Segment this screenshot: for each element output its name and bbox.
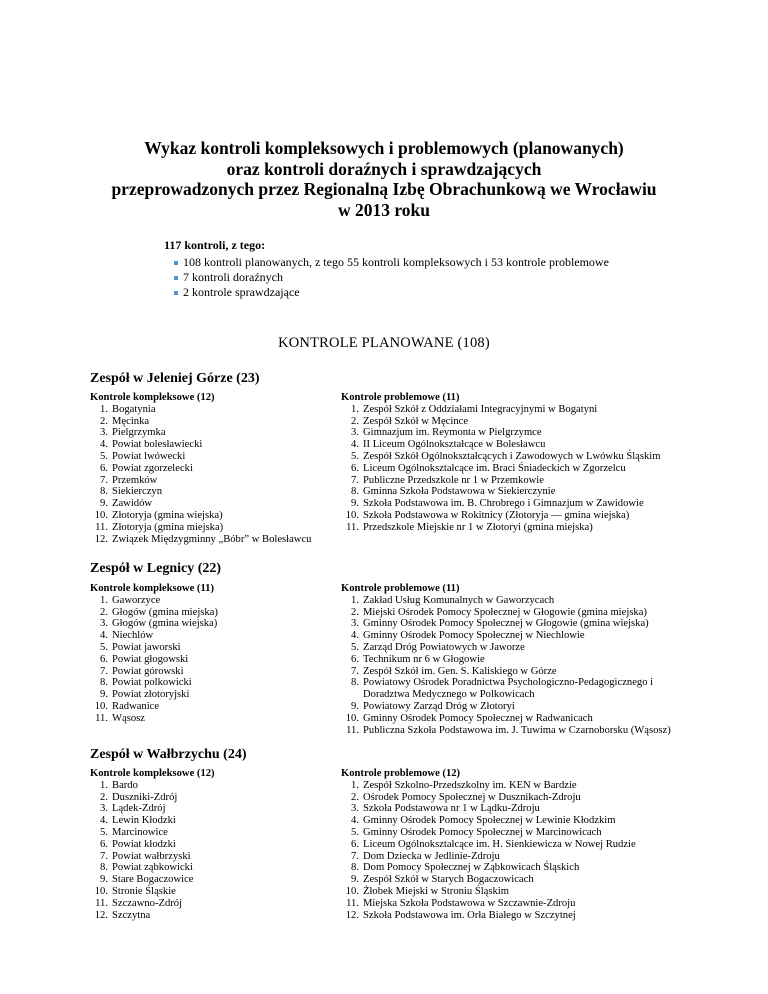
list-item (90, 475, 311, 487)
list-item-text: Szkoła Podstawowa w Rokitnicy (Złotoryja — gmina wiejska) (363, 509, 630, 521)
list-item-text: Szkoła Podstawowa im. B. Chrobrego i Gimnazjum w Zawidowie (363, 498, 644, 510)
list-item (341, 475, 660, 487)
list-item-number: 6. (100, 653, 108, 665)
list-heading: Kontrole problemowe (11) (341, 392, 460, 403)
summary-item: 2 kontrole sprawdzające (174, 285, 609, 300)
problem-list (341, 392, 660, 534)
list-item-number: 9. (100, 498, 108, 510)
list-item-number: 8. (100, 862, 108, 874)
list-item-number: 3. (100, 803, 108, 815)
list-item-number: 5. (100, 450, 108, 462)
list-item-text: Lewin Kłodzki (112, 815, 176, 827)
list-item (341, 607, 671, 619)
list-item-text: Bogatynia (112, 403, 156, 415)
list-item-text: Liceum Ogólnokształcące im. H. Sienkiewicza w Nowej Rudzie (363, 838, 636, 850)
list-item-text: Głogów (gmina miejska) (112, 606, 218, 618)
list-item (90, 416, 311, 428)
list-item-number: 3. (351, 803, 359, 815)
list-item-number: 7. (100, 665, 108, 677)
list-item (90, 792, 215, 804)
list-item (341, 666, 671, 678)
list-item (341, 510, 660, 522)
list-item-number: 9. (351, 700, 359, 712)
list-item-text: Głogów (gmina wiejska) (112, 618, 218, 630)
list-item-number: 5. (351, 826, 359, 838)
list-item-text: Szkoła Podstawowa im. Orła Białego w Szczytnej (363, 909, 576, 921)
list-heading: Kontrole kompleksowe (12) (90, 392, 215, 403)
complex-list (90, 392, 311, 545)
list-item-number: 6. (100, 462, 108, 474)
list-item-text: Stronie Śląskie (112, 885, 176, 897)
list-item-number: 6. (351, 653, 359, 665)
list-item-text: Gminny Ośrodek Pomocy Społecznej w Marcinowicach (363, 826, 602, 838)
list-item (90, 666, 218, 678)
list-item (90, 463, 311, 475)
list-item (90, 839, 215, 851)
list-item-text: Powiat ząbkowicki (112, 862, 193, 874)
list-item (341, 439, 660, 451)
list-item-number: 11. (95, 521, 108, 533)
list-item-number: 10. (345, 509, 359, 521)
list-item-number: 10. (94, 885, 108, 897)
list-item (341, 416, 660, 428)
list-item (341, 642, 671, 654)
list-item (90, 618, 218, 630)
list-item-number: 3. (351, 427, 359, 439)
summary-item: 108 kontroli planowanych, z tego 55 kontroli kompleksowych i 53 kontrole problemowe (174, 255, 609, 270)
list-item-number: 9. (100, 874, 108, 886)
list-item-text: Gminny Ośrodek Pomocy Społecznej w Lewinie Kłodzkim (363, 815, 616, 827)
list-item (90, 713, 218, 725)
list-item-text: Technikum nr 6 w Głogowie (363, 653, 485, 665)
list-item-text: Ośrodek Pomocy Społecznej w Dusznikach-Zdroju (363, 791, 581, 803)
list-item (341, 851, 636, 863)
list-item (90, 534, 311, 546)
complex-list (90, 768, 215, 921)
list-item-text: Zespół Szkół z Oddziałami Integracyjnymi w Bogatyni (363, 403, 598, 415)
list-item (90, 510, 311, 522)
problem-list (341, 768, 636, 921)
complex-list (90, 583, 218, 725)
list-items (90, 404, 311, 546)
list-item-number: 2. (100, 606, 108, 618)
list-item-number: 12. (345, 909, 359, 921)
list-item (341, 618, 671, 630)
list-item-text: Publiczne Przedszkole nr 1 w Przemkowie (363, 474, 544, 486)
list-item (341, 874, 636, 886)
list-item-number: 7. (351, 474, 359, 486)
list-items (341, 780, 636, 922)
list-item-number: 4. (351, 815, 359, 827)
list-item (341, 486, 660, 498)
list-item-number: 2. (100, 791, 108, 803)
list-heading: Kontrole kompleksowe (11) (90, 583, 214, 594)
list-item-number: 12. (94, 533, 108, 545)
list-item-text: Zarząd Dróg Powiatowych w Jaworze (363, 641, 525, 653)
list-item (341, 654, 671, 666)
list-item-number: 3. (100, 427, 108, 439)
list-item-text: Bardo (112, 779, 138, 791)
list-item-number: 10. (345, 885, 359, 897)
list-item (90, 815, 215, 827)
list-item-number: 8. (351, 486, 359, 498)
list-item-number: 8. (100, 677, 108, 689)
list-item-text: Powiat górowski (112, 665, 184, 677)
list-item (341, 862, 636, 874)
list-item-text: Powiat wałbrzyski (112, 850, 191, 862)
list-item-text: Zakład Usług Komunalnych w Gaworzycach (363, 594, 555, 606)
list-item-text: Szkoła Podstawowa nr 1 w Lądku-Zdroju (363, 803, 540, 815)
list-item-number: 4. (100, 815, 108, 827)
list-item-number: 1. (100, 594, 108, 606)
list-item-number: 11. (95, 897, 108, 909)
list-item-text: Zespół Szkolno-Przedszkolny im. KEN w Bardzie (363, 779, 577, 791)
list-item (341, 780, 636, 792)
list-item-text: Przemków (112, 474, 158, 486)
list-item-text: Wąsosz (112, 712, 145, 724)
problem-list (341, 583, 671, 736)
list-item (90, 404, 311, 416)
list-item-text: Zawidów (112, 498, 153, 510)
list-item (90, 910, 215, 922)
list-item (341, 451, 660, 463)
list-item-text: Siekierczyn (112, 486, 163, 498)
list-item (341, 595, 671, 607)
list-item-text: Złotoryja (gmina wiejska) (112, 509, 223, 521)
list-item (341, 630, 671, 642)
list-item-text: Dom Pomocy Społecznej w Ząbkowicach Śląskich (363, 862, 580, 874)
list-item-number: 2. (351, 791, 359, 803)
list-item-text: Gminny Ośrodek Pomocy Społecznej w Radwanicach (363, 712, 593, 724)
list-item-number: 10. (94, 700, 108, 712)
list-item (90, 522, 311, 534)
list-item-text: Publiczna Szkoła Podstawowa im. J. Tuwima w Czarnoborsku (Wąsosz) (363, 724, 671, 736)
list-item-text: Dom Dziecka w Jedlinie-Zdroju (363, 850, 500, 862)
list-item (90, 827, 215, 839)
list-item-text: Lądek-Zdrój (112, 803, 166, 815)
list-item-text: Powiatowy Ośrodek Poradnictwa Psychologiczno-Pedagogicznego i Doradztwa Medycznego w Polkowicach (363, 677, 654, 701)
list-item-text: Gminna Szkoła Podstawowa w Siekierczynie (363, 486, 556, 498)
list-item (90, 439, 311, 451)
bullet-icon (174, 276, 178, 280)
list-item-number: 5. (351, 641, 359, 653)
list-item-number: 2. (351, 606, 359, 618)
list-items (341, 595, 671, 737)
list-item-number: 6. (351, 838, 359, 850)
team-heading: Zespół w Wałbrzychu (24) (90, 747, 247, 762)
list-item-text: Powiatowy Zarząd Dróg w Złotoryi (363, 700, 515, 712)
list-item (341, 792, 636, 804)
list-item-text: Pielgrzymka (112, 427, 166, 439)
list-item (90, 862, 215, 874)
list-item-number: 7. (351, 665, 359, 677)
title-line: oraz kontroli doraźnych i sprawdzających (226, 158, 542, 179)
list-item-number: 2. (100, 415, 108, 427)
list-item-number: 5. (100, 641, 108, 653)
list-item-text: Szczytna (112, 909, 151, 921)
list-item (90, 642, 218, 654)
list-item-text: Przedszkole Miejskie nr 1 w Złotoryi (gmina miejska) (363, 521, 593, 533)
list-item-text: Powiat polkowicki (112, 677, 192, 689)
list-item (341, 827, 636, 839)
list-heading: Kontrole problemowe (12) (341, 768, 461, 779)
list-item-text: Żłobek Miejski w Stroniu Śląskim (363, 885, 509, 897)
list-item-number: 1. (351, 779, 359, 791)
list-item (341, 463, 660, 475)
summary-item: 7 kontroli doraźnych (174, 270, 609, 285)
list-item-text: Męcinka (112, 415, 150, 427)
list-item-number: 7. (351, 850, 359, 862)
list-item-number: 11. (346, 897, 359, 909)
list-item (90, 607, 218, 619)
list-item-number: 8. (351, 862, 359, 874)
list-item-number: 7. (100, 850, 108, 862)
list-item-number: 4. (100, 630, 108, 642)
list-item (341, 839, 636, 851)
title-line: przeprowadzonych przez Regionalną Izbę Obrachunkową we Wrocławiu (111, 179, 657, 199)
list-item (90, 803, 215, 815)
list-item (90, 851, 215, 863)
list-item-number: 5. (351, 450, 359, 462)
list-item-number: 1. (100, 403, 108, 415)
list-item-text: Niechlów (112, 630, 154, 642)
team-heading: Zespół w Legnicy (22) (90, 561, 222, 576)
list-heading: Kontrole kompleksowe (12) (90, 768, 215, 779)
list-item-number: 9. (100, 689, 108, 701)
list-item (341, 677, 671, 701)
list-item (90, 874, 215, 886)
list-items (90, 595, 218, 725)
list-item-number: 4. (351, 439, 359, 451)
list-items (341, 404, 660, 534)
list-item-number: 9. (351, 498, 359, 510)
list-item (341, 427, 660, 439)
list-item-number: 11. (95, 712, 108, 724)
list-item-text: Powiat głogowski (112, 653, 189, 665)
list-item-number: 3. (351, 618, 359, 630)
document-title (0, 138, 768, 220)
section-title: KONTROLE PLANOWANE (108) (278, 335, 490, 351)
list-item-number: 10. (345, 712, 359, 724)
list-item-text: Radwanice (112, 700, 160, 712)
list-item (90, 451, 311, 463)
list-item-number: 1. (351, 403, 359, 415)
list-item (90, 486, 311, 498)
list-item-text: Powiat złotoryjski (112, 689, 190, 701)
list-item-text: Gminny Ośrodek Pomocy Społecznej w Głogowie (gmina wiejska) (363, 618, 649, 630)
list-item-number: 4. (100, 439, 108, 451)
list-item-number: 8. (351, 677, 359, 689)
summary-block (164, 238, 609, 300)
list-item-number: 4. (351, 630, 359, 642)
list-item-number: 10. (94, 509, 108, 521)
list-items (90, 780, 215, 922)
bullet-icon (174, 261, 178, 265)
list-item (341, 404, 660, 416)
list-item-text: Szczawno-Zdrój (112, 897, 183, 909)
title-line: w 2013 roku (337, 199, 431, 220)
list-item-text: Złotoryja (gmina miejska) (112, 521, 224, 533)
list-item (90, 677, 218, 689)
list-item-text: Gminny Ośrodek Pomocy Społecznej w Niechlowie (363, 630, 585, 642)
list-item-number: 12. (94, 909, 108, 921)
list-item-text: Powiat zgorzelecki (112, 462, 193, 474)
list-item (341, 725, 671, 737)
list-item-text: Miejski Ośrodek Pomocy Społecznej w Głogowie (gmina miejska) (363, 606, 647, 618)
list-item-number: 11. (346, 724, 359, 736)
list-item (90, 630, 218, 642)
list-item-number: 5. (100, 826, 108, 838)
summary-head: 117 kontroli, z tego: (164, 238, 266, 252)
list-item-text: Zespół Szkół im. Gen. S. Kaliskiego w Górze (363, 665, 557, 677)
list-item-number: 6. (100, 838, 108, 850)
list-item-text: Zespół Szkół Ogólnokształcących i Zawodowych w Lwówku Śląskim (363, 450, 661, 462)
title-line: Wykaz kontroli kompleksowych i problemowych (planowanych) (144, 138, 624, 158)
list-item (90, 689, 218, 701)
list-item (341, 910, 636, 922)
list-item (90, 654, 218, 666)
list-item (341, 803, 636, 815)
list-item (341, 898, 636, 910)
list-item (341, 498, 660, 510)
list-item-text: Stare Bogaczowice (112, 874, 194, 886)
list-item-number: 6. (351, 462, 359, 474)
list-item (90, 701, 218, 713)
list-item (90, 427, 311, 439)
list-item (90, 898, 215, 910)
list-item-text: Duszniki-Zdrój (112, 791, 178, 803)
list-item-text: Powiat lwówecki (112, 450, 186, 462)
list-item-text: Zespół Szkół w Męcince (363, 415, 469, 427)
list-item (90, 498, 311, 510)
bullet-icon (174, 291, 178, 295)
list-item (90, 886, 215, 898)
list-item (341, 886, 636, 898)
list-item (341, 815, 636, 827)
list-item (90, 595, 218, 607)
list-item-text: Związek Międzygminny „Bóbr” w Bolesławcu (112, 533, 312, 545)
list-item-text: Miejska Szkoła Podstawowa w Szczawnie-Zdroju (363, 897, 576, 909)
list-item-number: 8. (100, 486, 108, 498)
list-item-number: 2. (351, 415, 359, 427)
list-item (90, 780, 215, 792)
list-item-text: Zespół Szkół w Starych Bogaczowicach (363, 874, 534, 886)
list-item-text: Gimnazjum im. Reymonta w Pielgrzymce (363, 427, 542, 439)
list-item-number: 1. (351, 594, 359, 606)
list-item (341, 713, 671, 725)
list-item-number: 3. (100, 618, 108, 630)
list-item-text: Marcinowice (112, 826, 168, 838)
list-item-text: Powiat kłodzki (112, 838, 176, 850)
list-item-number: 9. (351, 874, 359, 886)
team-heading: Zespół w Jeleniej Górze (23) (90, 371, 260, 386)
list-item-text: Gaworzyce (112, 594, 161, 606)
list-item (341, 701, 671, 713)
list-heading: Kontrole problemowe (11) (341, 583, 460, 594)
list-item-text: Powiat bolesławiecki (112, 439, 203, 451)
list-item-number: 7. (100, 474, 108, 486)
list-item-text: II Liceum Ogólnokształcące w Bolesławcu (363, 439, 546, 451)
list-item-number: 1. (100, 779, 108, 791)
list-item-text: Powiat jaworski (112, 641, 181, 653)
list-item (341, 522, 660, 534)
list-item-text: Liceum Ogólnokształcące im. Braci Śniadeckich w Zgorzelcu (363, 462, 626, 474)
list-item-number: 11. (346, 521, 359, 533)
